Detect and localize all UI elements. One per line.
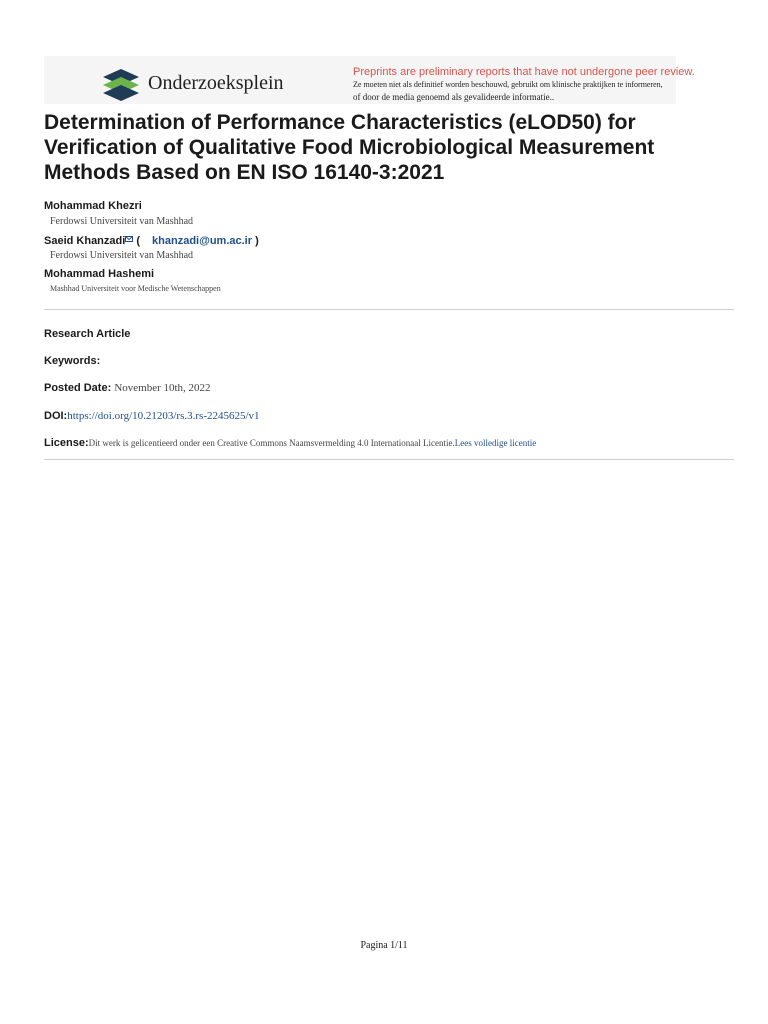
author-affiliation: Ferdowsi Universiteit van Mashhad [50,250,194,261]
research-square-logo-icon [103,69,139,101]
doi-link[interactable]: https://doi.org/10.21203/rs.3.rs-2245625/v1 [67,410,260,422]
page-number: Pagina 1/11 [360,940,408,951]
license-link[interactable]: Lees volledige licentie [454,438,537,448]
doi-label: DOI: [44,410,68,422]
posted-date-row [44,382,211,394]
notice-line-2: Ze moeten niet als definitief worden beschouwd, gebruikt om klinische praktijken te informeren, [353,80,663,89]
email-icon [125,235,133,243]
license-label: License: [44,437,89,449]
open-paren: ( [136,235,141,247]
author-name: Mohammad Hashemi [44,268,155,280]
keywords-label: Keywords: [44,355,101,367]
license-text: Dit werk is gelicentieerd onder een Creative Commons Naamsvermelding 4.0 Internationaal Licentie. [88,438,455,448]
article-type: Research Article [44,328,131,340]
author-affiliation: Mashhad Universiteit voor Medische Wetenschappen [50,284,221,293]
license-row [44,437,536,449]
author-email-link[interactable]: khanzadi@um.ac.ir [152,235,253,247]
divider [44,309,734,310]
author-affiliation: Ferdowsi Universiteit van Mashhad [50,216,194,227]
author-name-corresponding [44,235,259,247]
close-paren: ) [255,235,259,247]
article-title: Determination of Performance Characteristics (eLOD50) for Verification of Qualitative Food Microbiological Measurement Methods Based on EN ISO 16140-3:2021 [44,111,655,184]
doi-row [44,410,260,422]
author-name: Mohammad Khezri [44,200,142,212]
preprint-notice [353,66,693,103]
brand-name: Onderzoeksplein [148,72,284,94]
posted-date-label: Posted Date: [44,382,112,394]
author-name-text: Saeid Khanzadi [44,235,126,247]
notice-line-1: Preprints are preliminary reports that have not undergone peer review. [353,66,695,78]
divider [44,459,734,460]
notice-line-3: of door de media genoemd als gevalideerde informatie.. [353,92,555,102]
posted-date-value: November 10th, 2022 [114,382,211,394]
